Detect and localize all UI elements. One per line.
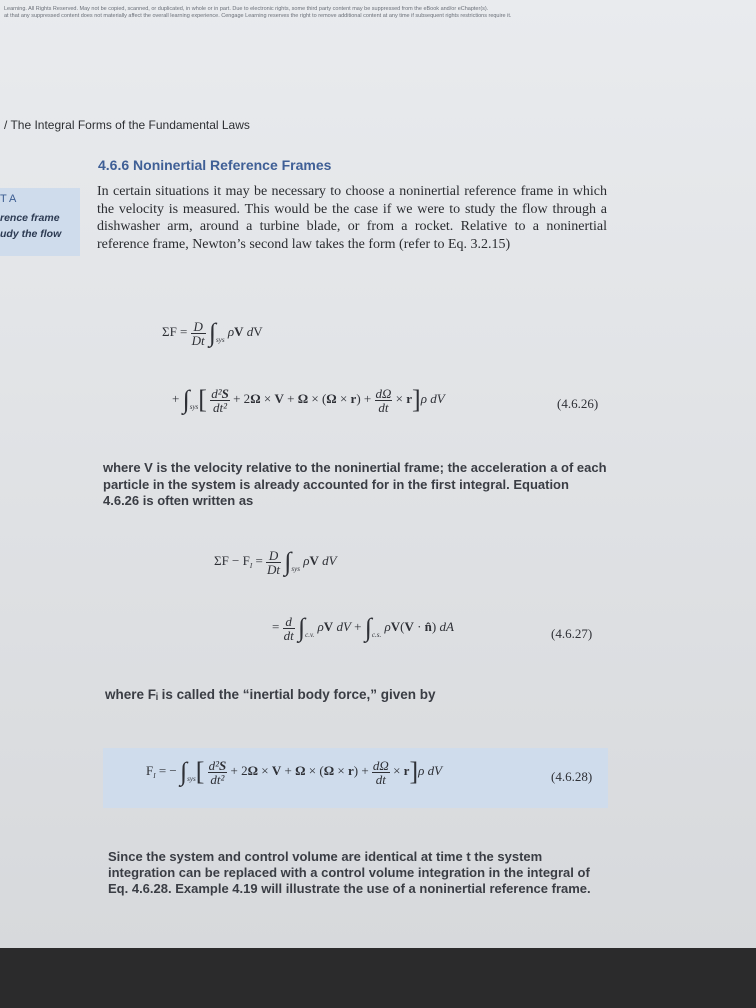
margin-note-line-2: udy the flow: [0, 228, 62, 240]
margin-note-line-1: rence frame: [0, 212, 60, 224]
copyright-line-2: at that any suppressed content does not materially affect the overall learning experience. Cengage Learning reserves the right to remove additional content at any time if subsequent rights restrictions require it.: [4, 13, 512, 19]
equation-4-6-27-line-2: = $\frac{d}{dt}$ $\int_{c.v.}$ ρV dV + $\int_{c.s.}$ ρV(V · n̂) dA: [272, 613, 454, 643]
equation-4-6-26-line-2: + $\int_{sys}$[ $\frac{\text{d²S}}{\text{dt²}}$ + 2Ω × V + Ω × (Ω × r) + $\frac{d\Omega}{dt}$ × r]ρ dV: [172, 385, 445, 415]
section-title: 4.6.6 Noninertial Reference Frames: [98, 157, 332, 173]
equation-number-4-6-26: (4.6.26): [557, 396, 599, 411]
margin-note: [0, 188, 80, 256]
copyright-line-1: Learning. All Rights Reserved. May not be copied, scanned, or duplicated, in whole or in part. Due to electronic rights, some third party content may be suppressed from the eBook and/or eChapter(s).: [4, 6, 489, 12]
copyright-notice: [4, 6, 752, 20]
intro-paragraph: In certain situations it may be necessary to choose a noninertial reference frame in which the velocity is measured. This would be the case if we were to study the flow through a dishwasher arm, around a turbine blade, or from a rocket. Relative to a noninertial reference frame, Newton’s second law takes the form (refer to Eq. 3.2.15): [97, 184, 607, 252]
equation-number-4-6-28: (4.6.28): [551, 769, 593, 784]
equation-number-4-6-27: (4.6.27): [551, 626, 593, 641]
equation-4-6-27-line-1: $\Sigma F - F_I$ = $\frac{D}{Dt}$ $\int_{sys}$ ρV dV: [214, 547, 337, 577]
paragraph-after-4-6-26: where V is the velocity relative to the noninertial frame; the acceleration a of each particle in the system is already accounted for in the first integral. Equation 4.6.26 is often written as: [103, 460, 607, 508]
equation-4-6-28: $F_I$ = − $\int_{sys}$[ $\frac{\text{d²S}}{\text{dt²}}$ + 2Ω × V + Ω × (Ω × r) + $\frac{d\Omega}{dt}$ × r]ρ dV: [146, 757, 443, 787]
paragraph-after-4-6-27: where Fᵢ is called the “inertial body force,” given by: [105, 687, 436, 702]
closing-paragraph: Since the system and control volume are identical at time t the system integration can be replaced with a control volume integration in the integral of Eq. 4.6.28. Example 4.19 will illustrate the use of a noninertial reference frame.: [108, 849, 591, 896]
equation-4-6-26-line-1: ΣF = $\frac{D}{Dt}$ $\int_{sys}$ ρV dV: [162, 318, 263, 348]
chapter-heading: / The Integral Forms of the Fundamental Laws: [4, 118, 250, 132]
margin-note-head: T A: [0, 193, 17, 205]
